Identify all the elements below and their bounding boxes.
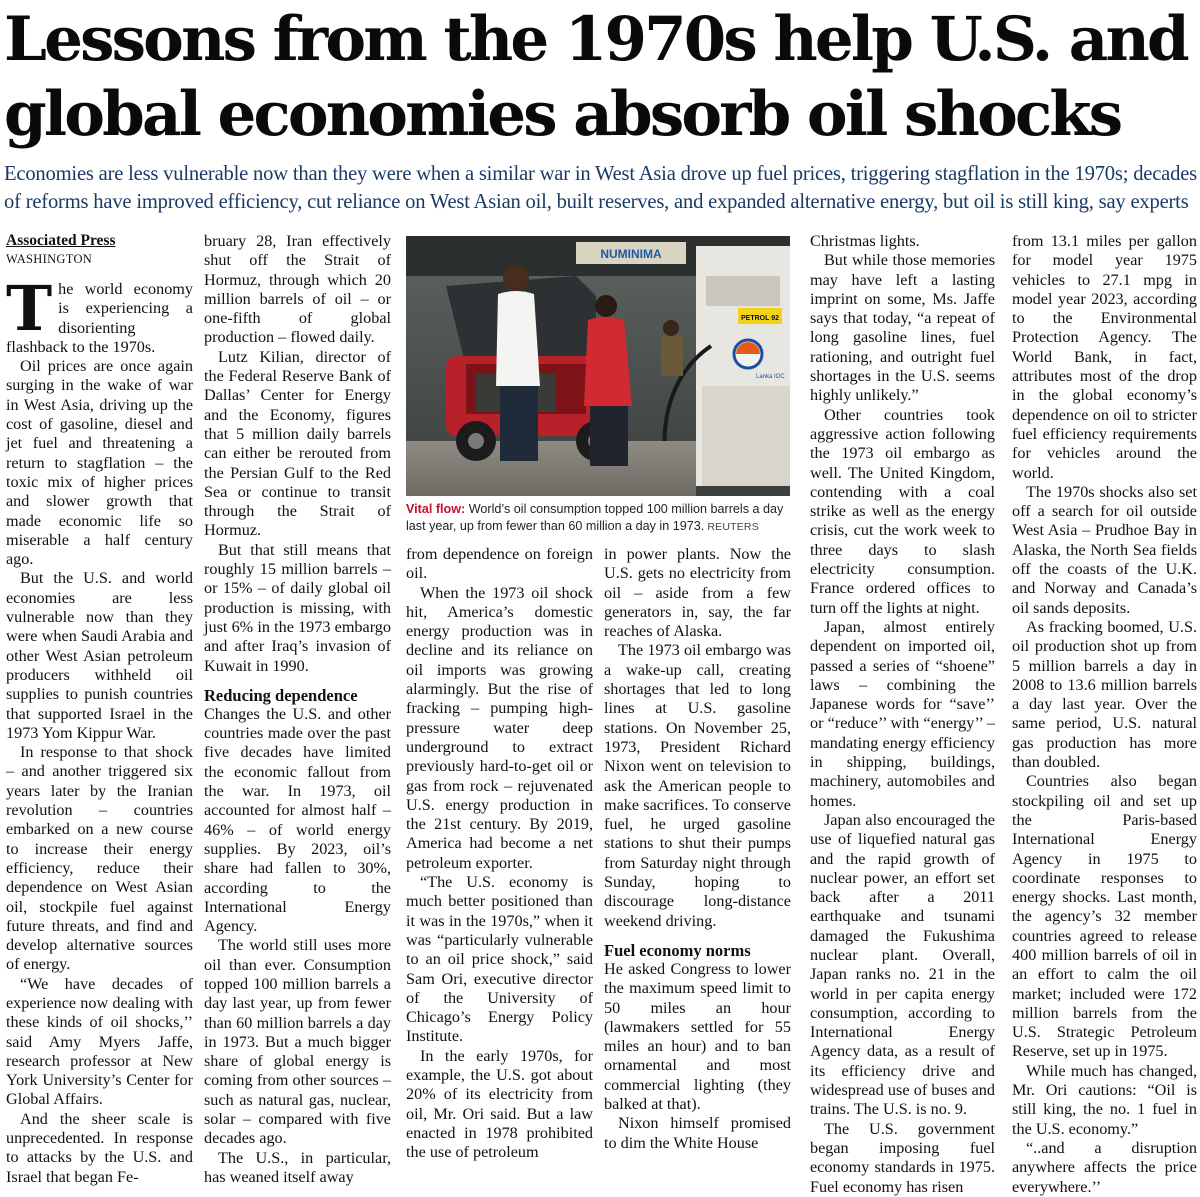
paragraph: And the sheer scale is unprecedented. In response to attacks by the U.S. and Israel that began Fe- [6, 1109, 193, 1186]
paragraph: “The U.S. economy is much better positioned than it was in the 1970s,” when it was “particularly vulnerable to an oil price shock,” said Sam Ori, executive director of the University of Chicago’s Energy Policy Institute. [406, 873, 593, 1046]
pump-grade-label: PETROL 92 [741, 315, 779, 322]
paragraph: Nixon himself promised to dim the White House [604, 1114, 791, 1152]
paragraph: When the 1973 oil shock hit, America’s domestic energy production was in decline and its reliance on oil imports was growing alarmingly. But the rise of fracking – pumping high-pressure water deep underground to extract previously hard-to-get oil or gas from rock – rejuvenated U.S. energy production in the 21st century. By 2019, America had become a net petroleum exporter. [406, 583, 593, 872]
fuel-station-photo [406, 236, 790, 496]
paragraph: Japan also encouraged the use of liquefied natural gas and the rapid growth of nuclear power, an effort set back after a 2011 earthquake and tsunami damaged the Fukushima nuclear plant. Overall, Japan ranks no. 21 in the world in per capita energy consumption, according to International Energy Agency data, as a result of its efficiency drive and widespread use of buses and trains. The U.S. is no. 9. [810, 810, 995, 1119]
paragraph: Other countries took aggressive action following the 1973 oil embargo as well. The United Kingdom, contending with a coal strike as well as the energy crisis, cut the work week to three days to slash electricity consumption. France ordered offices to turn off the lights at night. [810, 405, 995, 617]
article-column-3 [406, 545, 593, 1162]
article-column-5 [810, 232, 995, 1196]
paragraph: The world still uses more oil than ever. Consumption topped 100 million barrels a day last year, up from fewer than 60 million barrels a day in 1973. But a much bigger share of global energy is coming from other sources – such as natural gas, nuclear, solar – compared with five decades ago. [204, 936, 391, 1148]
paragraph: from dependence on foreign oil. [406, 545, 593, 583]
paragraph: In response to that shock – and another triggered six years later by the Iranian revolution – countries embarked on a new course to increase their energy efficiency, reduce their dependence on West Asian oil, stockpile fuel against future threats, and find and develop alternative sources of energy. [6, 743, 193, 974]
article-photo [406, 236, 790, 496]
byline[interactable]: Associated Press [6, 232, 116, 249]
paragraph: The 1973 oil embargo was a wake-up call, creating shortages that led to long lines at U.S. gasoline stations. On November 25, 1973, President Richard Nixon went on television to ask the American people to make sacrifices. To conserve fuel, he urged gasoline stations to shut their pumps from Saturday night through Sunday, hoping to discourage long-distance weekend driving. [604, 641, 791, 930]
paragraph: He asked Congress to lower the maximum speed limit to 50 miles an hour (lawmakers settled for 55 miles an hour) and to ban ornamental and most commercial lighting (they balked at that). [604, 959, 791, 1114]
paragraph: bruary 28, Iran effectively shut off the Strait of Hormuz, through which 20 million barrels of oil – or one-fifth of global production – flowed daily. [204, 232, 391, 347]
paragraph: The U.S., in particular, has weaned itself away [204, 1148, 391, 1186]
paragraph: But that still means that roughly 15 million barrels – or 15% – of daily global oil production is missing, with just 6% in the 1973 embargo and after Iraq’s invasion of Kuwait in 1990. [204, 540, 391, 675]
paragraph: The U.S. government began imposing fuel economy standards in 1975. Fuel economy has risen [810, 1119, 995, 1196]
paragraph: Christmas lights. [810, 232, 920, 250]
paragraph: Countries also began stockpiling oil and set up the Paris-based International Energy Agency in 1975 to coordinate responses to energy shocks. Last month, the agency’s 32 member countries agreed to release 400 million barrels of oil in an effort to calm the oil market; included were 172 million barrels from the U.S. Strategic Petroleum Reserve, set up in 1975. [1012, 772, 1197, 1061]
section-heading-fuel-economy-norms: Fuel economy norms [604, 940, 751, 960]
paragraph: in power plants. Now the U.S. gets no electricity from oil – aside from a few generators in, say, the far reaches of Alaska. [604, 545, 791, 641]
pump-brand-text: NUMINIMA [600, 247, 662, 261]
article-column-2 [204, 232, 391, 1186]
paragraph: Japan, almost entirely dependent on imported oil, passed a series of “shoene” laws – combining the Japanese words for “save’’ or “reduce’’ with “energy’’ – mandating energy efficiency in shipping, buildings, machinery, automobiles and homes. [810, 617, 995, 810]
caption-label: Vital flow: [406, 502, 466, 516]
section-heading-reducing-dependence: Reducing dependence [204, 685, 358, 705]
article-column-1 [6, 232, 193, 1186]
subhead: Economies are less vulnerable now than they were when a similar war in West Asia drove up fuel prices, triggering stagflation in the 1970s; decades of reforms have improved efficiency, cut reliance on West Asian oil, built reserves, and expanded alternative energy, but oil is still king, say experts [4, 163, 1197, 213]
paragraph: Changes the U.S. and other countries made over the past five decades have limited the economic fallout from the war. In 1973, oil accounted for almost half – 46% – of world energy supplies. By 2023, oil’s share had fallen to 30%, according to the International Energy Agency. [204, 704, 391, 936]
article-column-6 [1012, 232, 1197, 1196]
article-column-4 [604, 545, 791, 1152]
paragraph: While much has changed, Mr. Ori cautions: “Oil is still king, the no. 1 fuel in the U.S. economy.” [1012, 1061, 1197, 1138]
paragraph: Oil prices are once again surging in the wake of war in West Asia, driving up the cost of gasoline, diesel and jet fuel and threatening a return to stagflation – the toxic mix of higher prices and slower growth that made economic life so miserable a half century ago. [6, 357, 193, 569]
paragraph: from 13.1 miles per gallon for model year 1975 vehicles to 27.1 mpg in model year 2023, according to the Environmental Protection Agency. The World Bank, in fact, attributes most of the drop in the global economy’s dependence on oil to stricter fuel efficiency requirements for vehicles around the world. [1012, 232, 1197, 482]
photo-caption [406, 501, 790, 536]
paragraph: Lutz Kilian, director of the Federal Reserve Bank of Dallas’ Center for Energy and the Economy, figures that 5 million daily barrels can either be rerouted from the Persian Gulf to the Red Sea or continue to transit through the Strait of Hormuz. [204, 347, 391, 540]
paragraph: “..and a disruption anywhere affects the price everywhere.’’ [1012, 1138, 1197, 1196]
caption-text: World’s oil consumption topped 100 million barrels a day last year, up from fewer than 60 million a day in 1973. [406, 502, 784, 533]
headline: Lessons from the 1970s help U.S. and global economies absorb oil shocks [4, 4, 1187, 150]
paragraph: But the U.S. and world economies are less vulnerable now than they were when Saudi Arabia and other West Asian petroleum producers withheld oil supplies to punish countries that supported Israel in the 1973 Yom Kippur War. [6, 569, 193, 742]
photo-credit: REUTERS [704, 521, 759, 533]
paragraph: The 1970s shocks also set off a search for oil outside West Asia – Prudhoe Bay in Alaska, the North Sea fields off the coasts of the U.K. and Norway and Canada’s oil sands deposits. [1012, 482, 1197, 617]
paragraph: In the early 1970s, for example, the U.S. got about 20% of its electricity from oil, Mr. Ori said. But a law enacted in 1978 prohibited the use of petroleum [406, 1046, 593, 1162]
station-label: Lanka IOC [756, 374, 785, 380]
dateline: WASHINGTON [6, 252, 93, 266]
drop-cap: T [6, 272, 53, 345]
paragraph: But while those memories may have left a lasting imprint on some, Ms. Jaffe says that today, “a repeat of long gasoline lines, fuel rationing, and outright fuel shortages in the U.S. seems highly unlikely.” [810, 251, 995, 405]
paragraph: As fracking boomed, U.S. oil production shot up from 5 million barrels a day in 2008 to 13.6 million barrels a day last year. Over the same period, U.S. natural gas production has more than doubled. [1012, 617, 1197, 772]
paragraph: “We have decades of experience now dealing with these kinds of oil shocks,’’ said Amy Myers Jaffe, research professor at New York University’s Center for Global Affairs. [6, 974, 193, 1109]
lead-paragraph [6, 272, 193, 357]
lead-text: he world economy is experiencing a disorienting flashback to the 1970s. [6, 280, 193, 356]
